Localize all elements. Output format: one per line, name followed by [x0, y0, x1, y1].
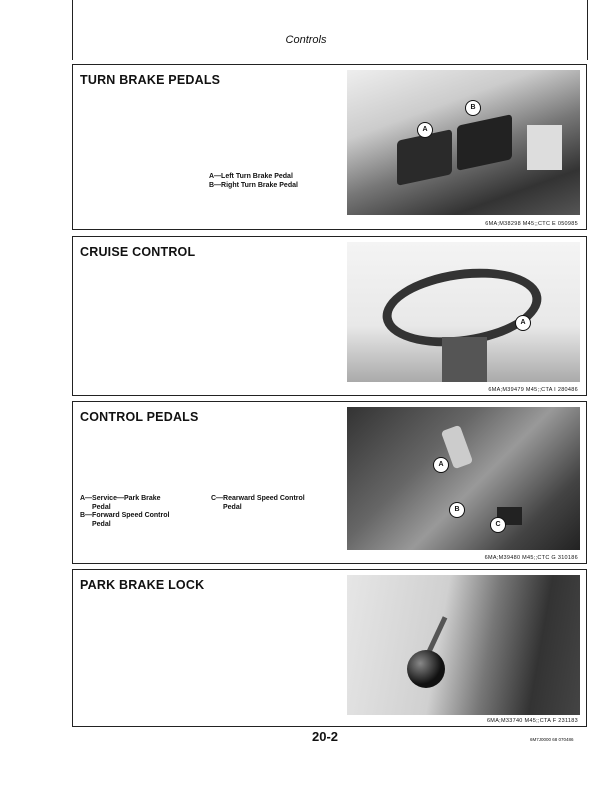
callout-a: A	[515, 315, 531, 331]
photo-caption: 6MA;M39480 M45;;CTC G 310186	[484, 555, 578, 561]
decal	[527, 125, 562, 170]
lock-knob	[407, 650, 445, 688]
legend-item: C—Rearward Speed Control	[211, 495, 305, 502]
legend-item: Pedal	[223, 503, 242, 511]
page-header: Controls	[285, 34, 327, 46]
photo-control-pedals	[347, 407, 580, 550]
callout-b: B	[465, 100, 481, 116]
section-park-brake-lock	[72, 569, 587, 727]
section-title: PARK BRAKE LOCK	[80, 578, 205, 592]
section-title: CRUISE CONTROL	[80, 245, 196, 259]
legend-item: B—Right Turn Brake Pedal	[209, 181, 298, 189]
photo-cruise-control	[347, 242, 580, 382]
callout-a: A	[433, 457, 449, 473]
legend-item: Pedal	[92, 520, 111, 528]
frame-line	[72, 0, 73, 60]
document-id: 6M7J0000 68 070486	[530, 737, 574, 742]
photo-caption: 6MA;M38298 M45;;CTC E 050985	[485, 221, 578, 227]
section-title: CONTROL PEDALS	[80, 410, 199, 424]
section-control-pedals	[72, 401, 587, 564]
photo-turn-brake-pedals	[347, 70, 580, 215]
callout-a: A	[417, 122, 433, 138]
callout-b: B	[449, 502, 465, 518]
section-turn-brake-pedals	[72, 64, 587, 230]
photo-park-brake-lock	[347, 575, 580, 715]
legend-item: A—Service—Park Brake	[80, 495, 161, 502]
steering-column	[442, 337, 487, 382]
page-number: 20-2	[312, 729, 339, 744]
section-cruise-control	[72, 236, 587, 396]
photo-caption: 6MA;M33740 M45;;CTA F 231183	[486, 718, 578, 724]
callout-c: C	[490, 517, 506, 533]
section-title: TURN BRAKE PEDALS	[80, 73, 221, 87]
legend-column-1	[80, 495, 169, 529]
photo-caption: 6MA;M39479 M45;;CTA I 280486	[488, 387, 578, 393]
frame-line	[587, 0, 588, 60]
legend-item: A—Left Turn Brake Pedal	[209, 173, 293, 180]
legend-item: B—Forward Speed Control	[80, 512, 170, 519]
legend-item: Pedal	[92, 503, 111, 511]
pedal-shape	[457, 114, 512, 171]
legend-column-2	[211, 495, 305, 512]
legend	[209, 173, 298, 190]
